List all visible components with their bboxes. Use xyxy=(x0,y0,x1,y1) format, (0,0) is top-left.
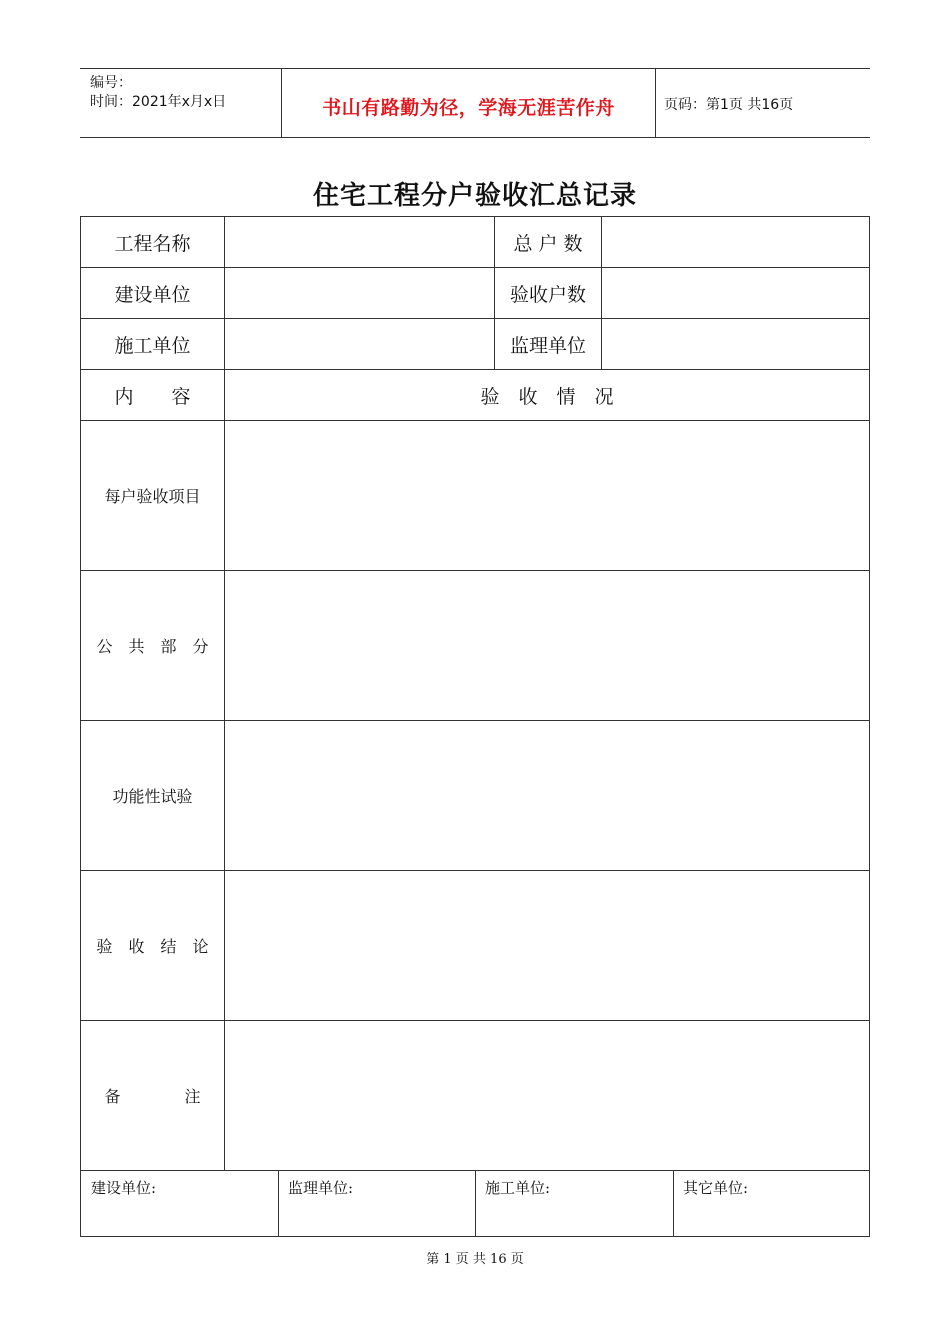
label-content: 内 容 xyxy=(114,385,191,408)
label-remarks: 备 注 xyxy=(104,1087,201,1106)
field-function-test[interactable] xyxy=(225,721,869,870)
field-builder[interactable] xyxy=(225,268,494,318)
label-conclusion: 验 收 结 论 xyxy=(96,937,209,956)
field-public-area[interactable] xyxy=(225,571,869,720)
number-label: 编号： xyxy=(90,75,132,91)
column-divider xyxy=(278,1170,279,1236)
label-accepted-units: 验收户数 xyxy=(509,283,586,306)
label-per-unit-items: 每户验收项目 xyxy=(104,487,201,506)
column-divider xyxy=(673,1170,674,1236)
signature-builder[interactable]: 建设单位: xyxy=(91,1179,157,1197)
page-label: 页码：第1页 共16页 xyxy=(664,97,794,113)
page-title: 住宅工程分户验收汇总记录 xyxy=(312,181,637,211)
page-footer: 第 1 页 共 16 页 xyxy=(426,1252,524,1267)
column-divider xyxy=(475,1170,476,1236)
field-total-units[interactable] xyxy=(602,217,869,267)
field-remarks[interactable] xyxy=(225,1021,869,1170)
motto: 书山有路勤为径，学海无涯苦作舟 xyxy=(322,97,615,119)
document-header xyxy=(80,68,870,138)
field-supervisor[interactable] xyxy=(602,319,869,369)
label-function-test: 功能性试验 xyxy=(112,787,193,806)
label-builder: 建设单位 xyxy=(114,283,191,306)
header-page-cell xyxy=(655,69,870,137)
header-motto-cell xyxy=(281,69,656,137)
field-constructor[interactable] xyxy=(225,319,494,369)
time-label: 时间：2021年x月x日 xyxy=(90,94,227,110)
field-accepted-units[interactable] xyxy=(602,268,869,318)
acceptance-form-table xyxy=(80,216,870,1237)
label-acceptance-status: 验 收 情 况 xyxy=(480,385,614,408)
label-public-area: 公 共 部 分 xyxy=(96,637,209,656)
label-project-name: 工程名称 xyxy=(114,232,191,255)
field-per-unit-items[interactable] xyxy=(225,421,869,570)
field-conclusion[interactable] xyxy=(225,871,869,1020)
label-constructor: 施工单位 xyxy=(114,334,191,357)
label-total-units: 总 户 数 xyxy=(513,232,583,255)
header-meta xyxy=(80,69,281,137)
signature-supervisor[interactable]: 监理单位: xyxy=(288,1179,354,1197)
signature-constructor[interactable]: 施工单位: xyxy=(485,1179,551,1197)
label-supervisor: 监理单位 xyxy=(509,334,586,357)
field-project-name[interactable] xyxy=(225,217,494,267)
signature-other[interactable]: 其它单位: xyxy=(683,1179,749,1197)
